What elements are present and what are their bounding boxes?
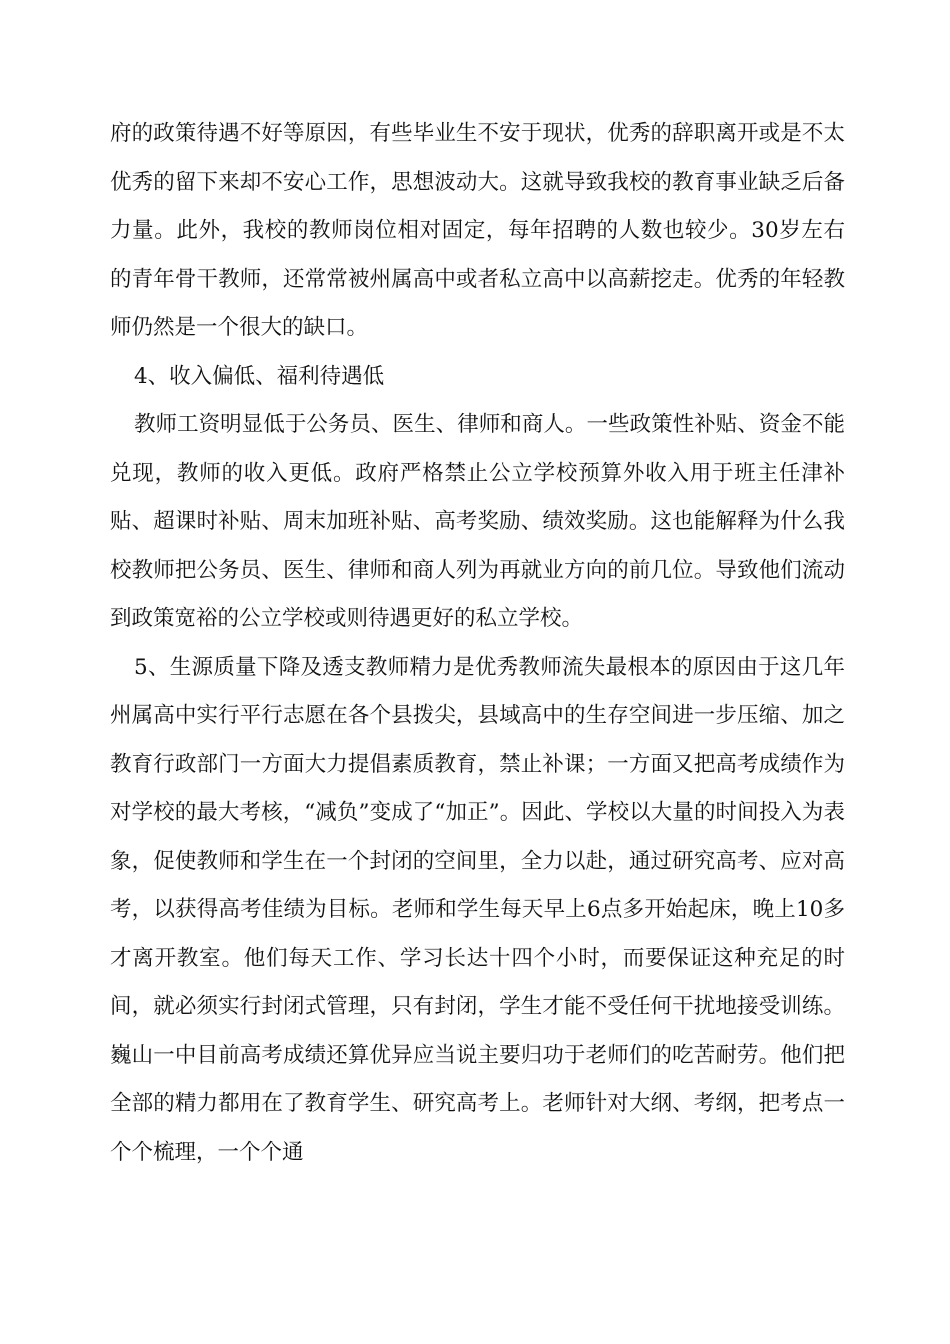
paragraph-continuation: 府的政策待遇不好等原因，有些毕业生不安于现状，优秀的辞职离开或是不太优秀的留下来却不安心工作，思想波动大。这就导致我校的教育事业缺乏后备力量。此外，我校的教师岗位相对固定，每年招聘的人数也较少。30岁左右的青年骨干教师，还常常被州属高中或者私立高中以高薪挖走。优秀的年轻教师仍然是一个很大的缺口。 [110, 121, 845, 340]
section-heading-income: 4、收入偏低、福利待遇低 [134, 363, 385, 389]
paragraph-student-quality: 5、生源质量下降及透支教师精力是优秀教师流失最根本的原因由于这几年州属高中实行平行志愿在各个县拨尖，县域高中的生存空间进一步压缩、加之教育行政部门一方面大力提倡素质教育，禁止补课；一方面又把高考成绩作为对学校的最大考核，“减负”变成了“加正”。因此、学校以大量的时间投入为表象，促使教师和学生在一个封闭的空间里，全力以赴，通过研究高考、应对高考，以获得高考佳绩为目标。老师和学生每天早上6点多开始起床，晚上10多才离开教室。他们每天工作、学习长达十四个小时，而要保证这种充足的时间，就必须实行封闭式管理，只有封闭，学生才能不受任何干扰地接受训练。巍山一中目前高考成绩还算优异应当说主要归功于老师们的吃苦耐劳。他们把全部的精力都用在了教育学生、研究高考上。老师针对大纲、考纲，把考点一个个梳理，一个个通 [110, 654, 845, 1165]
paragraph-income: 教师工资明显低于公务员、医生、律师和商人。一些政策性补贴、资金不能兑现，教师的收入更低。政府严格禁止公立学校预算外收入用于班主任津补贴、超课时补贴、周末加班补贴、高考奖励、绩效奖励。这也能解释为什么我校教师把公务员、医生、律师和商人列为再就业方向的前几位。导致他们流动到政策宽裕的公立学校或则待遇更好的私立学校。 [110, 412, 845, 631]
document-body [110, 110, 845, 1177]
